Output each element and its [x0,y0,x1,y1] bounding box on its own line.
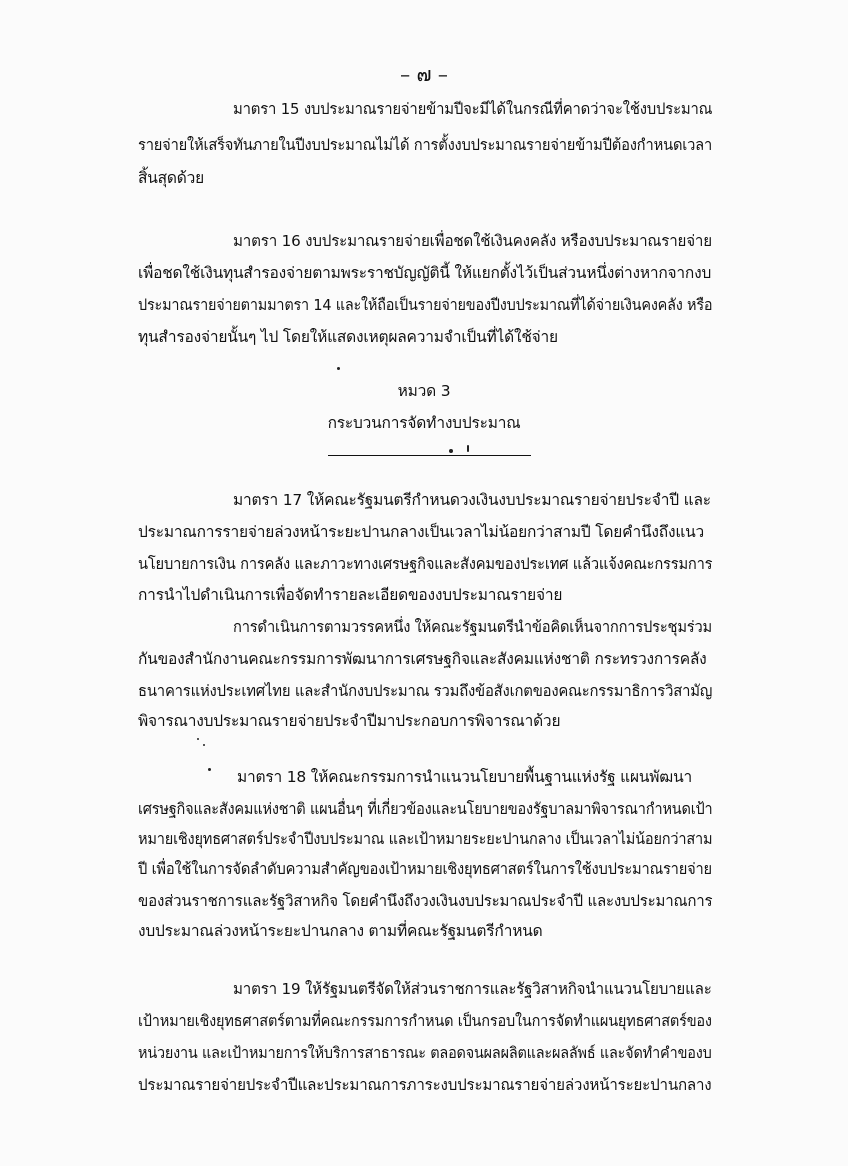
text-line: พิจารณางบประมาณรายจ่ายประจำปีมาประกอบการพิจารณาด้วย [138,712,561,730]
text-line: กันของสำนักงานคณะกรรมการพัฒนาการเศรษฐกิจและสังคมแห่งชาติ กระทรวงการคลัง [138,650,707,668]
text-line: หน่วยงาน และเป้าหมายการให้บริการสาธารณะ ตลอดจนผลผลิตและผลลัพธ์ และจัดทำคำของบ [138,1044,712,1062]
text-line: ประมาณรายจ่ายตามมาตรา 14 และให้ถือเป็นรายจ่ายของปีงบประมาณที่ได้จ่ายเงินคงคลัง หรือ [138,296,713,314]
text-line: เพื่อชดใช้เงินทุนสำรองจ่ายตามพระราชบัญญัตินี้ ให้แยกตั้งไว้เป็นส่วนหนึ่งต่างหากจากงบ [138,264,712,282]
text-line: ปี เพื่อใช้ในการจัดลำดับความสำคัญของเป้าหมายเชิงยุทธศาสตร์ในการใช้งบประมาณรายจ่าย [138,860,712,878]
text-line: เศรษฐกิจและสังคมแห่งชาติ แผนอื่นๆ ที่เกี่ยวข้องและนโยบายของรัฐบาลมาพิจารณากำหนดเป้า [138,800,713,818]
text-line: ของส่วนราชการและรัฐวิสาหกิจ โดยคำนึงถึงวงเงินงบประมาณประจำปี และงบประมาณการ [138,892,713,910]
text-line: ทุนสำรองจ่ายนั้นๆ ไป โดยให้แสดงเหตุผลความจำเป็นที่ได้ใช้จ่าย [138,328,558,346]
text-line: หมายเชิงยุทธศาสตร์ประจำปีงบประมาณ และเป้าหมายระยะปานกลาง เป็นเวลาไม่น้อยกว่าสาม [138,830,713,848]
scan-speck [208,768,211,771]
chapter-title: หมวด 3 [397,382,451,400]
text-line: มาตรา 19 ให้รัฐมนตรีจัดให้ส่วนราชการและรัฐวิสาหกิจนำแนวนโยบายและ [233,980,712,998]
chapter-divider [328,455,531,456]
text-line: งบประมาณล่วงหน้าระยะปานกลาง ตามที่คณะรัฐมนตรีกำหนด [138,922,543,940]
text-line: ประมาณรายจ่ายประจำปีและประมาณการภาระงบประมาณรายจ่ายล่วงหน้าระยะปานกลาง [138,1076,712,1094]
scan-speck [197,738,199,740]
text-line: ประมาณการรายจ่ายล่วงหน้าระยะปานกลางเป็นเวลาไม่น้อยกว่าสามปี โดยคำนึงถึงแนว [138,523,705,541]
text-line: มาตรา 16 งบประมาณรายจ่ายเพื่อชดใช้เงินคงคลัง หรืองบประมาณรายจ่าย [233,232,712,250]
scan-speck [467,445,469,452]
text-line: การนำไปดำเนินการเพื่อจัดทำรายละเอียดของงบประมาณรายจ่าย [138,586,563,604]
scan-speck [337,367,340,370]
text-line: การดำเนินการตามวรรคหนึ่ง ให้คณะรัฐมนตรีนำข้อคิดเห็นจากการประชุมร่วม [233,618,713,636]
chapter-subtitle: กระบวนการจัดทำงบประมาณ [327,414,521,432]
text-line: นโยบายการเงิน การคลัง และภาวะทางเศรษฐกิจและสังคมของประเทศ แล้วแจ้งคณะกรรมการ [138,555,713,573]
text-line: มาตรา 18 ให้คณะกรรมการนำแนวนโยบายพื้นฐานแห่งรัฐ แผนพัฒนา [237,768,692,786]
text-line: มาตรา 17 ให้คณะรัฐมนตรีกำหนดวงเงินงบประมาณรายจ่ายประจำปี และ [233,491,711,509]
text-line: ธนาคารแห่งประเทศไทย และสำนักงบประมาณ รวมถึงข้อสังเกตของคณะกรรมาธิการวิสามัญ [138,682,713,700]
text-line: รายจ่ายให้เสร็จทันภายในปีงบประมาณไม่ได้ การตั้งงบประมาณรายจ่ายข้ามปีต้องกำหนดเวลา [138,136,713,154]
text-line: เป้าหมายเชิงยุทธศาสตร์ตามที่คณะกรรมการกำหนด เป็นกรอบในการจัดทำแผนยุทธศาสตร์ของ [138,1012,712,1030]
page-number: – ๗ – [400,62,448,86]
scan-speck [203,744,205,746]
text-line: สิ้นสุดด้วย [138,169,205,187]
text-line: มาตรา 15 งบประมาณรายจ่ายข้ามปีจะมีได้ในกรณีที่คาดว่าจะใช้งบประมาณ [233,100,713,118]
scan-speck [449,449,453,453]
